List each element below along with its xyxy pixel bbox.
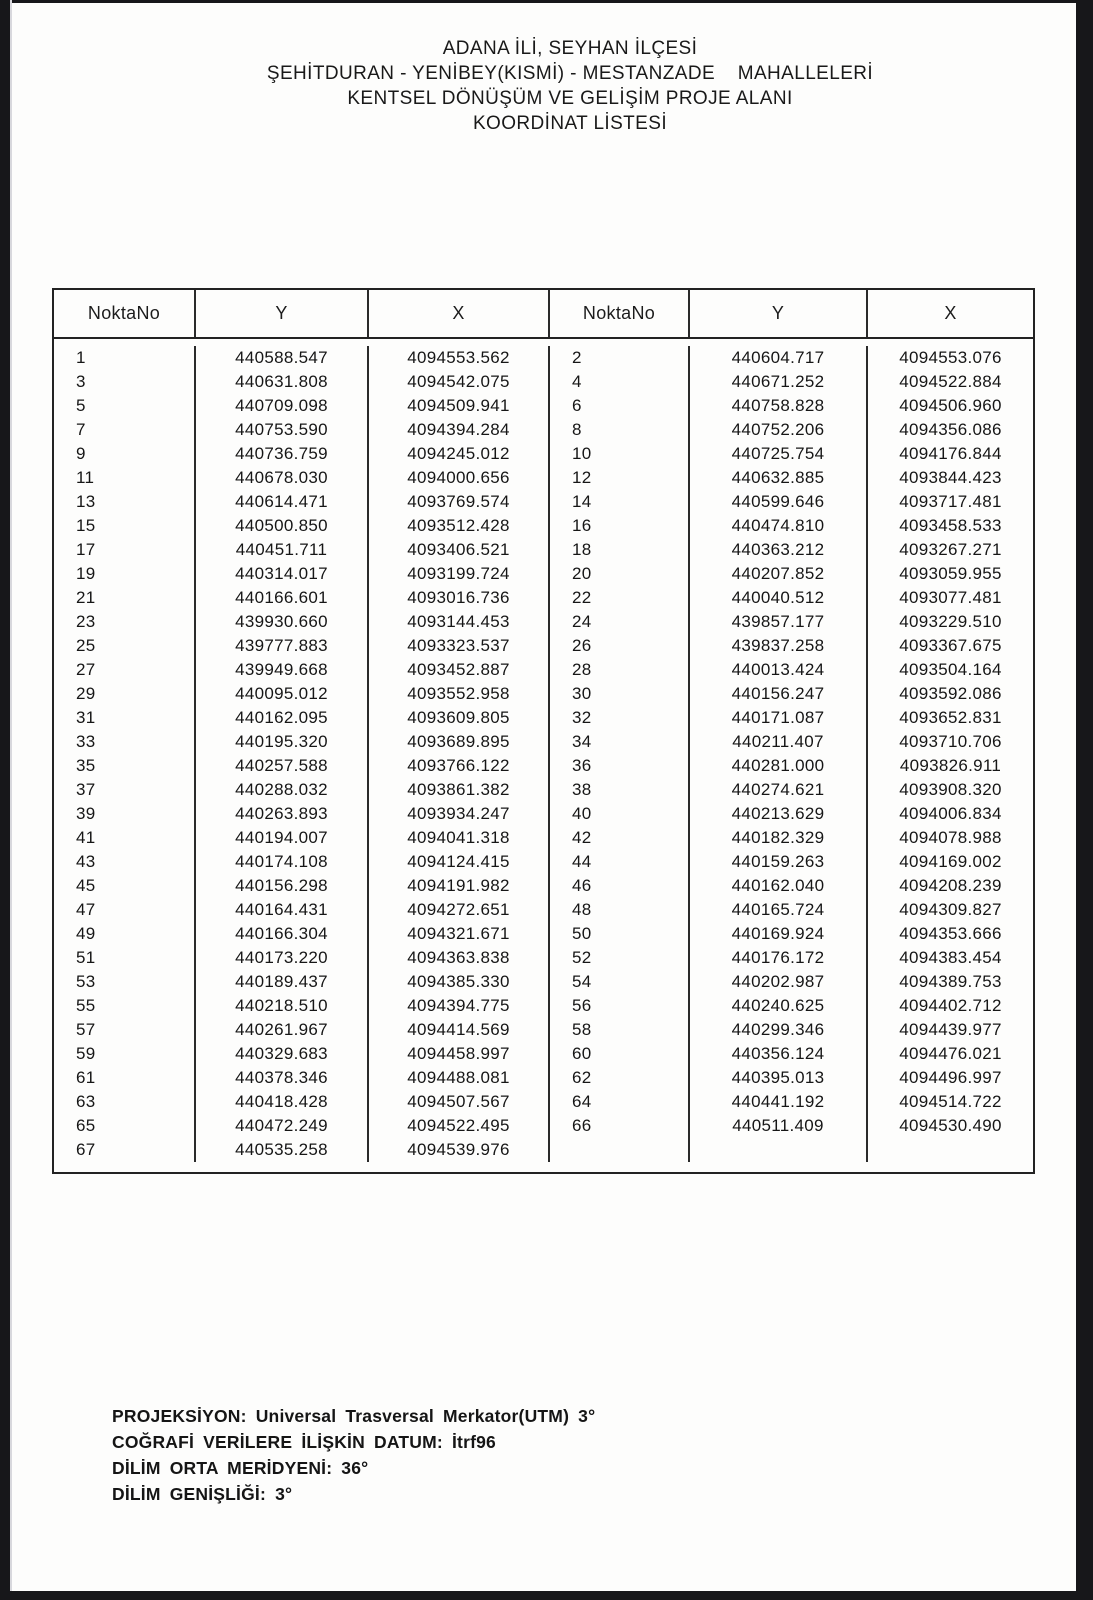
table-row <box>54 898 1033 922</box>
table-row <box>54 418 1033 442</box>
cell-point-no-left: 25 <box>76 636 96 655</box>
cell-x-left: 4094539.976 <box>367 1138 548 1162</box>
cell-point-no-right: 6 <box>548 394 688 418</box>
cell-y-left: 440189.437 <box>194 970 367 994</box>
cell-y-right: 440599.646 <box>688 490 866 514</box>
cell-y-right: 439857.177 <box>688 610 866 634</box>
table-row <box>54 706 1033 730</box>
cell-y-right: 440240.625 <box>688 994 866 1018</box>
scan-edge-right <box>1076 0 1093 1600</box>
table-row <box>54 826 1033 850</box>
cell-y-right: 440202.987 <box>688 970 866 994</box>
table-row <box>54 658 1033 682</box>
cell-point-no-left: 53 <box>76 972 96 991</box>
cell-x-right: 4093844.423 <box>866 466 1033 490</box>
cell-point-no-left: 35 <box>76 756 96 775</box>
cell-y-right: 440040.512 <box>688 586 866 610</box>
cell-x-right: 4093229.510 <box>866 610 1033 634</box>
cell-point-no-right: 58 <box>548 1018 688 1042</box>
cell-y-left: 440095.012 <box>194 682 367 706</box>
cell-y-right: 440395.013 <box>688 1066 866 1090</box>
table-row <box>54 370 1033 394</box>
title-line: ŞEHİTDURAN - YENİBEY(KISMİ) - MESTANZADE MAHALLELERİ <box>266 63 874 84</box>
cell-x-left: 4094124.415 <box>367 850 548 874</box>
table-row <box>54 1090 1033 1114</box>
cell-x-left: 4094488.081 <box>367 1066 548 1090</box>
cell-point-no-left: 27 <box>76 660 96 679</box>
cell-x-left: 4094394.775 <box>367 994 548 1018</box>
cell-x-right: 4094522.884 <box>866 370 1033 394</box>
cell-y-left: 440174.108 <box>194 850 367 874</box>
cell-point-no-left: 9 <box>76 444 86 463</box>
scan-edge-left <box>0 0 10 1600</box>
cell-point-no-right: 14 <box>548 490 688 514</box>
cell-y-left: 440378.346 <box>194 1066 367 1090</box>
table-row <box>54 1042 1033 1066</box>
cell-x-left: 4093406.521 <box>367 538 548 562</box>
cell-x-left: 4094414.569 <box>367 1018 548 1042</box>
cell-y-right: 440213.629 <box>688 802 866 826</box>
cell-x-right: 4094496.997 <box>866 1066 1033 1090</box>
cell-point-no-left: 57 <box>76 1020 96 1039</box>
cell-x-left: 4094553.562 <box>367 346 548 370</box>
cell-point-no-left: 37 <box>76 780 96 799</box>
cell-y-left: 440418.428 <box>194 1090 367 1114</box>
table-row <box>54 994 1033 1018</box>
cell-x-left: 4093199.724 <box>367 562 548 586</box>
cell-y-right: 440207.852 <box>688 562 866 586</box>
cell-x-right: 4094530.490 <box>866 1114 1033 1138</box>
cell-y-left: 440736.759 <box>194 442 367 466</box>
table-header-row <box>54 290 1033 339</box>
cell-point-no-left: 5 <box>76 396 86 415</box>
cell-x-left: 4093934.247 <box>367 802 548 826</box>
cell-point-no-left: 11 <box>76 468 95 487</box>
cell-point-no-left: 61 <box>76 1068 96 1087</box>
cell-y-right: 440159.263 <box>688 850 866 874</box>
cell-point-no-right: 60 <box>548 1042 688 1066</box>
cell-y-left: 440263.893 <box>194 802 367 826</box>
cell-point-no-left: 63 <box>76 1092 96 1111</box>
cell-y-left: 440218.510 <box>194 994 367 1018</box>
cell-point-no-right: 12 <box>548 466 688 490</box>
cell-point-no-right: 8 <box>548 418 688 442</box>
cell-y-right: 439837.258 <box>688 634 866 658</box>
projection-note-line: DİLİM GENİŞLİĞİ: 3° <box>112 1484 293 1504</box>
cell-x-right <box>866 1138 1033 1162</box>
document-title <box>90 36 1050 136</box>
cell-point-no-right: 10 <box>548 442 688 466</box>
cell-x-left: 4093144.453 <box>367 610 548 634</box>
projection-note-line: DİLİM ORTA MERİDYENİ: 36° <box>112 1458 369 1478</box>
cell-x-right: 4094356.086 <box>866 418 1033 442</box>
table-body <box>54 339 1033 1172</box>
cell-x-right: 4094353.666 <box>866 922 1033 946</box>
cell-y-left: 440588.547 <box>194 346 367 370</box>
cell-y-left: 440678.030 <box>194 466 367 490</box>
cell-y-left: 440753.590 <box>194 418 367 442</box>
cell-point-no-right: 26 <box>548 634 688 658</box>
projection-note-line: PROJEKSİYON: Universal Trasversal Merkator(UTM) 3° <box>112 1406 596 1426</box>
table-row <box>54 610 1033 634</box>
table-row <box>54 1114 1033 1138</box>
cell-y-right: 440441.192 <box>688 1090 866 1114</box>
scan-edge-top <box>0 0 1093 3</box>
cell-x-right: 4094553.076 <box>866 346 1033 370</box>
cell-y-right: 440013.424 <box>688 658 866 682</box>
cell-point-no-left: 31 <box>76 708 96 727</box>
cell-x-right: 4094176.844 <box>866 442 1033 466</box>
cell-point-no-right <box>548 1138 688 1162</box>
cell-y-right: 440176.172 <box>688 946 866 970</box>
cell-y-left: 440614.471 <box>194 490 367 514</box>
table-row <box>54 778 1033 802</box>
cell-y-right: 440632.885 <box>688 466 866 490</box>
cell-y-left: 439949.668 <box>194 658 367 682</box>
cell-point-no-left: 41 <box>76 828 96 847</box>
cell-y-right: 440356.124 <box>688 1042 866 1066</box>
table-row <box>54 346 1033 370</box>
cell-y-right: 440363.212 <box>688 538 866 562</box>
cell-y-right: 440511.409 <box>688 1114 866 1138</box>
cell-point-no-left: 23 <box>76 612 96 631</box>
table-row <box>54 922 1033 946</box>
cell-point-no-right: 2 <box>548 346 688 370</box>
cell-x-right: 4093592.086 <box>866 682 1033 706</box>
cell-point-no-left: 29 <box>76 684 96 703</box>
cell-point-no-left: 45 <box>76 876 96 895</box>
table-row <box>54 970 1033 994</box>
cell-x-left: 4093552.958 <box>367 682 548 706</box>
cell-x-left: 4094458.997 <box>367 1042 548 1066</box>
cell-point-no-right: 18 <box>548 538 688 562</box>
cell-point-no-left: 47 <box>76 900 96 919</box>
cell-point-no-right: 32 <box>548 706 688 730</box>
table-row <box>54 730 1033 754</box>
cell-point-no-right: 48 <box>548 898 688 922</box>
cell-y-right: 440281.000 <box>688 754 866 778</box>
cell-point-no-left: 7 <box>76 420 86 439</box>
cell-point-no-right: 54 <box>548 970 688 994</box>
cell-x-left: 4094363.838 <box>367 946 548 970</box>
cell-y-left: 440156.298 <box>194 874 367 898</box>
table-row <box>54 682 1033 706</box>
cell-x-left: 4093016.736 <box>367 586 548 610</box>
cell-point-no-right: 36 <box>548 754 688 778</box>
table-row <box>54 586 1033 610</box>
cell-x-right: 4093652.831 <box>866 706 1033 730</box>
title-line: KENTSEL DÖNÜŞÜM VE GELİŞİM PROJE ALANI <box>347 88 793 109</box>
cell-y-left: 440194.007 <box>194 826 367 850</box>
cell-y-left: 440709.098 <box>194 394 367 418</box>
cell-x-left: 4094394.284 <box>367 418 548 442</box>
cell-x-right: 4093710.706 <box>866 730 1033 754</box>
cell-point-no-left: 1 <box>76 348 86 367</box>
cell-x-right: 4094476.021 <box>866 1042 1033 1066</box>
cell-x-right: 4094169.002 <box>866 850 1033 874</box>
cell-y-left: 440162.095 <box>194 706 367 730</box>
cell-y-left: 440472.249 <box>194 1114 367 1138</box>
cell-point-no-right: 28 <box>548 658 688 682</box>
cell-point-no-left: 43 <box>76 852 96 871</box>
cell-point-no-right: 52 <box>548 946 688 970</box>
cell-y-right: 440299.346 <box>688 1018 866 1042</box>
cell-y-left: 440329.683 <box>194 1042 367 1066</box>
cell-point-no-left: 33 <box>76 732 96 751</box>
cell-y-right: 440604.717 <box>688 346 866 370</box>
cell-x-right: 4094309.827 <box>866 898 1033 922</box>
cell-y-right: 440171.087 <box>688 706 866 730</box>
cell-point-no-right: 22 <box>548 586 688 610</box>
cell-y-right: 440165.724 <box>688 898 866 922</box>
cell-x-left: 4094321.671 <box>367 922 548 946</box>
cell-y-right: 440156.247 <box>688 682 866 706</box>
table-row <box>54 538 1033 562</box>
table-row <box>54 946 1033 970</box>
title-line: KOORDİNAT LİSTESİ <box>472 113 668 134</box>
cell-x-right: 4094389.753 <box>866 970 1033 994</box>
cell-y-left: 440451.711 <box>194 538 367 562</box>
projection-note-line: COĞRAFİ VERİLERE İLİŞKİN DATUM: İtrf96 <box>112 1432 496 1452</box>
cell-y-right: 440752.206 <box>688 418 866 442</box>
cell-x-left: 4094191.982 <box>367 874 548 898</box>
cell-y-left: 439777.883 <box>194 634 367 658</box>
table-row <box>54 562 1033 586</box>
cell-x-left: 4093512.428 <box>367 514 548 538</box>
cell-point-no-right: 4 <box>548 370 688 394</box>
cell-y-left: 440314.017 <box>194 562 367 586</box>
cell-point-no-right: 42 <box>548 826 688 850</box>
cell-point-no-right: 44 <box>548 850 688 874</box>
cell-point-no-left: 21 <box>76 588 96 607</box>
table-row <box>54 466 1033 490</box>
cell-x-left: 4094509.941 <box>367 394 548 418</box>
cell-point-no-left: 17 <box>76 540 96 559</box>
cell-y-right: 440725.754 <box>688 442 866 466</box>
cell-x-left: 4093769.574 <box>367 490 548 514</box>
cell-y-right: 440182.329 <box>688 826 866 850</box>
cell-y-left: 440288.032 <box>194 778 367 802</box>
cell-x-left: 4093861.382 <box>367 778 548 802</box>
cell-point-no-left: 65 <box>76 1116 96 1135</box>
cell-y-right: 440758.828 <box>688 394 866 418</box>
cell-x-right: 4093717.481 <box>866 490 1033 514</box>
cell-point-no-right: 50 <box>548 922 688 946</box>
scan-edge-bottom <box>0 1591 1093 1600</box>
column-header: X <box>367 290 548 337</box>
cell-point-no-left: 19 <box>76 564 96 583</box>
cell-x-left: 4093323.537 <box>367 634 548 658</box>
coordinate-table <box>52 288 1035 1174</box>
table-row <box>54 850 1033 874</box>
cell-y-left: 439930.660 <box>194 610 367 634</box>
cell-y-right: 440169.924 <box>688 922 866 946</box>
cell-y-left: 440535.258 <box>194 1138 367 1162</box>
cell-y-left: 440166.304 <box>194 922 367 946</box>
cell-y-right <box>688 1138 866 1162</box>
cell-y-right: 440671.252 <box>688 370 866 394</box>
cell-x-right: 4093367.675 <box>866 634 1033 658</box>
cell-point-no-right: 16 <box>548 514 688 538</box>
cell-point-no-left: 59 <box>76 1044 96 1063</box>
cell-point-no-left: 3 <box>76 372 86 391</box>
table-row <box>54 490 1033 514</box>
cell-point-no-right: 62 <box>548 1066 688 1090</box>
cell-x-left: 4093609.805 <box>367 706 548 730</box>
cell-x-left: 4094272.651 <box>367 898 548 922</box>
cell-x-left: 4094542.075 <box>367 370 548 394</box>
table-row <box>54 394 1033 418</box>
cell-point-no-right: 56 <box>548 994 688 1018</box>
cell-y-left: 440631.808 <box>194 370 367 394</box>
cell-x-right: 4093267.271 <box>866 538 1033 562</box>
cell-x-left: 4094000.656 <box>367 466 548 490</box>
cell-y-left: 440173.220 <box>194 946 367 970</box>
table-row <box>54 754 1033 778</box>
cell-x-right: 4094439.977 <box>866 1018 1033 1042</box>
cell-x-left: 4094041.318 <box>367 826 548 850</box>
column-header: NoktaNo <box>87 303 161 323</box>
column-header: X <box>866 290 1033 337</box>
cell-point-no-left: 67 <box>76 1140 96 1159</box>
cell-x-right: 4093504.164 <box>866 658 1033 682</box>
cell-point-no-right: 64 <box>548 1090 688 1114</box>
cell-y-left: 440195.320 <box>194 730 367 754</box>
cell-point-no-right: 24 <box>548 610 688 634</box>
cell-y-left: 440261.967 <box>194 1018 367 1042</box>
cell-point-no-left: 15 <box>76 516 96 535</box>
cell-x-right: 4094514.722 <box>866 1090 1033 1114</box>
cell-x-right: 4093908.320 <box>866 778 1033 802</box>
cell-x-left: 4094522.495 <box>367 1114 548 1138</box>
cell-y-right: 440211.407 <box>688 730 866 754</box>
table-row <box>54 802 1033 826</box>
cell-point-no-right: 20 <box>548 562 688 586</box>
projection-notes <box>112 1403 712 1507</box>
cell-point-no-left: 39 <box>76 804 96 823</box>
cell-x-right: 4093826.911 <box>866 754 1033 778</box>
cell-x-left: 4093766.122 <box>367 754 548 778</box>
cell-x-left: 4093452.887 <box>367 658 548 682</box>
cell-point-no-right: 40 <box>548 802 688 826</box>
cell-point-no-right: 46 <box>548 874 688 898</box>
table-row <box>54 634 1033 658</box>
cell-x-left: 4094507.567 <box>367 1090 548 1114</box>
title-line: ADANA İLİ, SEYHAN İLÇESİ <box>442 38 698 59</box>
cell-point-no-right: 34 <box>548 730 688 754</box>
table-row <box>54 514 1033 538</box>
cell-y-right: 440162.040 <box>688 874 866 898</box>
cell-y-left: 440500.850 <box>194 514 367 538</box>
table-row <box>54 442 1033 466</box>
cell-point-no-left: 49 <box>76 924 96 943</box>
column-header: Y <box>688 290 866 337</box>
cell-x-right: 4094402.712 <box>866 994 1033 1018</box>
cell-x-right: 4093059.955 <box>866 562 1033 586</box>
cell-point-no-left: 55 <box>76 996 96 1015</box>
cell-x-right: 4093077.481 <box>866 586 1033 610</box>
table-row <box>54 874 1033 898</box>
cell-x-left: 4093689.895 <box>367 730 548 754</box>
cell-x-right: 4094208.239 <box>866 874 1033 898</box>
column-header: Y <box>194 290 367 337</box>
cell-x-right: 4093458.533 <box>866 514 1033 538</box>
cell-point-no-right: 30 <box>548 682 688 706</box>
cell-point-no-left: 51 <box>76 948 96 967</box>
cell-x-right: 4094506.960 <box>866 394 1033 418</box>
cell-y-right: 440474.810 <box>688 514 866 538</box>
table-row <box>54 1138 1033 1162</box>
cell-x-right: 4094006.834 <box>866 802 1033 826</box>
column-header: NoktaNo <box>548 290 688 337</box>
cell-y-left: 440166.601 <box>194 586 367 610</box>
cell-y-left: 440164.431 <box>194 898 367 922</box>
cell-y-left: 440257.588 <box>194 754 367 778</box>
cell-x-left: 4094385.330 <box>367 970 548 994</box>
cell-point-no-right: 38 <box>548 778 688 802</box>
table-row <box>54 1018 1033 1042</box>
table-row <box>54 1066 1033 1090</box>
cell-y-right: 440274.621 <box>688 778 866 802</box>
cell-x-left: 4094245.012 <box>367 442 548 466</box>
cell-x-right: 4094078.988 <box>866 826 1033 850</box>
cell-point-no-left: 13 <box>76 492 96 511</box>
cell-point-no-right: 66 <box>548 1114 688 1138</box>
cell-x-right: 4094383.454 <box>866 946 1033 970</box>
